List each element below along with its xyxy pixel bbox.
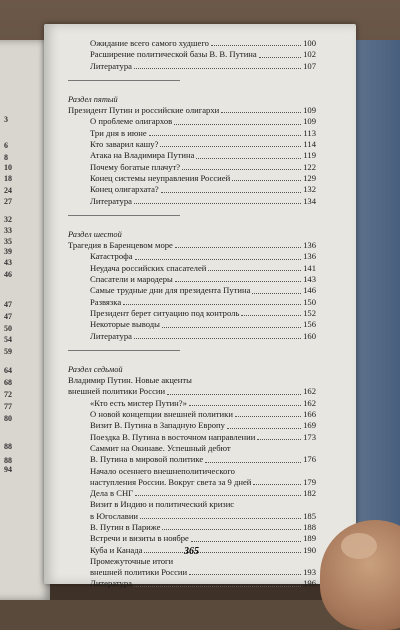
entry-page: 173 (303, 431, 316, 442)
leader-dots (134, 586, 301, 587)
entry-page: 169 (303, 420, 316, 431)
toc-entry (68, 251, 316, 262)
left-page-number: 72 (4, 390, 12, 399)
leader-dots (162, 529, 301, 530)
entry-title: Кто заварил кашу? (90, 139, 159, 150)
toc-entry (68, 499, 316, 522)
leader-dots (257, 439, 301, 440)
left-page-number: 24 (4, 186, 12, 195)
entry-page: 113 (303, 127, 316, 138)
entry-title: Неудача российских спасателей (90, 262, 207, 273)
toc-entry (68, 454, 316, 465)
entry-title: Литература (90, 195, 132, 206)
toc-entry (68, 420, 316, 431)
left-page-number: 88 (4, 456, 12, 465)
left-page-number: 43 (4, 258, 12, 267)
entry-title: Трагедия в Баренцевом море (68, 240, 173, 251)
left-page-number: 47 (4, 300, 12, 309)
entry-page: 102 (303, 49, 316, 60)
entry-title: «Кто есть мистер Путин?» (90, 397, 187, 408)
section-divider (68, 215, 180, 216)
entry-title: Атака на Владимира Путина (90, 150, 195, 161)
leader-dots (134, 203, 301, 204)
left-page-number: 10 (4, 163, 12, 172)
leader-dots (235, 416, 301, 417)
toc-entry (68, 173, 316, 184)
leader-dots (241, 315, 301, 316)
toc-entry (68, 409, 316, 420)
thumbnail-nail (341, 533, 377, 559)
entry-page: 119 (303, 150, 316, 161)
toc-entry (68, 556, 316, 579)
leader-dots (189, 574, 301, 575)
entry-page: 190 (303, 544, 316, 555)
entry-page: 150 (303, 296, 316, 307)
left-page-number: 64 (4, 366, 12, 375)
leader-dots (227, 428, 301, 429)
left-page-number: 46 (4, 270, 12, 279)
toc-entry (68, 105, 316, 116)
toc-entry (68, 61, 316, 72)
entry-page: 182 (303, 488, 316, 499)
entry-title: Спасатели и мародеры (90, 274, 173, 285)
section-label: Раздел седьмой (68, 364, 123, 374)
left-page-number: 59 (4, 347, 12, 356)
entry-title-line: Начало осеннего внешнеполитического (90, 465, 235, 476)
leader-dots (149, 135, 302, 136)
toc-entry (68, 319, 316, 330)
entry-title: Катастрофа (90, 251, 133, 262)
leader-dots (252, 293, 301, 294)
toc-entry (68, 533, 316, 544)
toc-entry (68, 420, 316, 431)
entry-page: 152 (303, 307, 316, 318)
entry-page: 109 (303, 105, 316, 116)
adjacent-book (352, 40, 400, 580)
entry-page: 146 (303, 285, 316, 296)
entry-title: Встречи и визиты в ноябре (90, 533, 189, 544)
toc-entry (68, 274, 316, 285)
toc-entry (68, 432, 316, 443)
entry-title: наступления России. Вокруг света за 9 дней (90, 476, 252, 487)
left-page-number: 18 (4, 174, 12, 183)
leader-dots (134, 68, 301, 69)
toc-entry (68, 578, 316, 589)
left-page-number: 3 (4, 115, 8, 124)
entry-page: 185 (303, 510, 316, 521)
leader-dots (189, 405, 301, 406)
entry-title: Три дня в июне (90, 127, 147, 138)
toc-entry (68, 331, 316, 342)
entry-page: 107 (303, 60, 316, 71)
left-page-number: 35 (4, 237, 12, 246)
entry-title: Визит В. Путина в Западную Европу (90, 420, 225, 431)
entry-page: 179 (303, 476, 316, 487)
left-page-number: 8 (4, 153, 8, 162)
entry-title: Куба и Канада (90, 544, 143, 555)
entry-page: 193 (303, 567, 316, 578)
leader-dots (134, 338, 301, 339)
toc-entry (68, 522, 316, 533)
leader-dots (208, 270, 301, 271)
entry-page: 132 (303, 184, 316, 195)
toc-entry (68, 308, 316, 319)
entry-page: 141 (303, 262, 316, 273)
toc-entry (68, 196, 316, 207)
section-label: Раздел пятый (68, 94, 118, 104)
entry-page: 100 (303, 38, 316, 48)
entry-title: Литература (90, 330, 132, 341)
entry-title: в Югославии (90, 510, 139, 521)
leader-dots (221, 112, 301, 113)
entry-title: О проблеме олигархов (90, 116, 173, 127)
toc-entry (68, 443, 316, 466)
toc-entry (68, 240, 316, 251)
entry-title-line: Саммит на Окинаве. Успешный дебют (90, 442, 231, 453)
entry-title: Президент берет ситуацию под контроль (90, 307, 240, 318)
leader-dots (259, 57, 301, 58)
entry-title-line: Владимир Путин. Новые акценты (68, 375, 192, 386)
entry-title: О новой концепции внешней политики (90, 409, 233, 420)
toc-entry (68, 567, 316, 578)
toc-entry (68, 139, 316, 150)
left-page-number: 77 (4, 402, 12, 411)
entry-page: 160 (303, 330, 316, 341)
leader-dots (144, 552, 301, 553)
entry-title: Дела в СНГ (90, 488, 134, 499)
entry-title: Самые трудные дни для президента Путина (90, 285, 251, 296)
entry-title: Некоторые выводы (90, 319, 160, 330)
toc-entry (68, 533, 316, 544)
left-page-number: 68 (4, 378, 12, 387)
left-page-number: 80 (4, 414, 12, 423)
entry-page: 176 (303, 454, 316, 465)
leader-dots (174, 124, 301, 125)
entry-title: В. Путина в мировой политике (90, 454, 204, 465)
leader-dots (123, 304, 301, 305)
leader-dots (167, 394, 301, 395)
leader-dots (232, 180, 301, 181)
left-page-number: 32 (4, 215, 12, 224)
entry-title-line: Промежуточные итоги (90, 555, 174, 566)
left-page-edge (0, 40, 50, 600)
entry-page: 143 (303, 274, 316, 285)
toc-entry (68, 375, 316, 398)
toc-entry (68, 285, 316, 296)
toc-entry (68, 578, 316, 589)
entry-page: 114 (303, 139, 316, 150)
entry-title: внешней политики России (90, 567, 188, 578)
left-page-number: 54 (4, 335, 12, 344)
toc-entry (68, 162, 316, 173)
entry-title: Литература (90, 578, 132, 589)
toc-entry (68, 386, 316, 397)
toc-page (44, 24, 356, 589)
entry-title: Развязка (90, 296, 122, 307)
entry-title: Конец олигархата? (90, 184, 159, 195)
left-page-number: 88 (4, 442, 12, 451)
toc-entry (68, 409, 316, 420)
section-divider (68, 80, 180, 81)
toc-entry (68, 150, 316, 161)
leader-dots (162, 327, 301, 328)
entry-page: 162 (303, 397, 316, 408)
left-page-number: 39 (4, 247, 12, 256)
entry-page: 122 (303, 161, 316, 172)
toc-entry (68, 263, 316, 274)
section-label: Раздел шестой (68, 229, 122, 239)
left-page-number: 6 (4, 141, 8, 150)
leader-dots (182, 169, 301, 170)
left-page-number: 27 (4, 197, 12, 206)
entry-title: В. Путин в Париже (90, 521, 161, 532)
section-divider (68, 350, 180, 351)
toc-entry (68, 488, 316, 499)
leader-dots (253, 484, 301, 485)
leader-dots (191, 541, 301, 542)
leader-dots (161, 192, 301, 193)
page-number: 365 (184, 546, 199, 557)
left-page-number: 47 (4, 312, 12, 321)
entry-title: Почему богатые плачут? (90, 161, 181, 172)
leader-dots (196, 158, 301, 159)
entry-page: 189 (303, 533, 316, 544)
toc-entry (68, 297, 316, 308)
toc-entry (68, 466, 316, 489)
toc-entry (68, 488, 316, 499)
entry-title: Поездка В. Путина в восточном направлении (90, 431, 256, 442)
toc-entry (68, 49, 316, 60)
entry-title: Конец системы неуправления Россией (90, 172, 231, 183)
toc-entry (68, 116, 316, 127)
entry-page: 188 (303, 521, 316, 532)
table-of-contents (68, 38, 316, 590)
entry-page: 196 (303, 578, 316, 589)
toc-entry (68, 38, 316, 49)
entry-title: Расширение политической базы В. В. Путина (90, 49, 257, 60)
toc-entry (68, 128, 316, 139)
entry-page: 134 (303, 195, 316, 206)
toc-entry (68, 511, 316, 522)
entry-page: 162 (303, 386, 316, 397)
leader-dots (205, 462, 301, 463)
leader-dots (211, 45, 301, 46)
toc-entry (68, 398, 316, 409)
toc-entry (68, 184, 316, 195)
leader-dots (175, 281, 301, 282)
left-page-number: 33 (4, 226, 12, 235)
leader-dots (175, 247, 301, 248)
toc-entry (68, 432, 316, 443)
toc-entry (68, 398, 316, 409)
left-page-number: 50 (4, 324, 12, 333)
entry-page: 166 (303, 409, 316, 420)
leader-dots (140, 518, 301, 519)
entry-title: Литература (90, 60, 132, 71)
entry-title-line: Визит в Индию и политический кризис (90, 499, 235, 510)
leader-dots (160, 146, 301, 147)
entry-page: 136 (303, 251, 316, 262)
entry-page: 136 (303, 240, 316, 251)
leader-dots (135, 259, 302, 260)
leader-dots (135, 495, 301, 496)
entry-page: 129 (303, 172, 316, 183)
entry-page: 109 (303, 116, 316, 127)
entry-title: Президент Путин и российские олигархи (68, 105, 220, 116)
toc-entry (68, 477, 316, 488)
entry-page: 156 (303, 319, 316, 330)
entry-title: внешней политики России (68, 386, 166, 397)
toc-entry (68, 522, 316, 533)
left-page-number: 94 (4, 465, 12, 474)
entry-title: Ожидание всего самого худшего (90, 38, 209, 48)
